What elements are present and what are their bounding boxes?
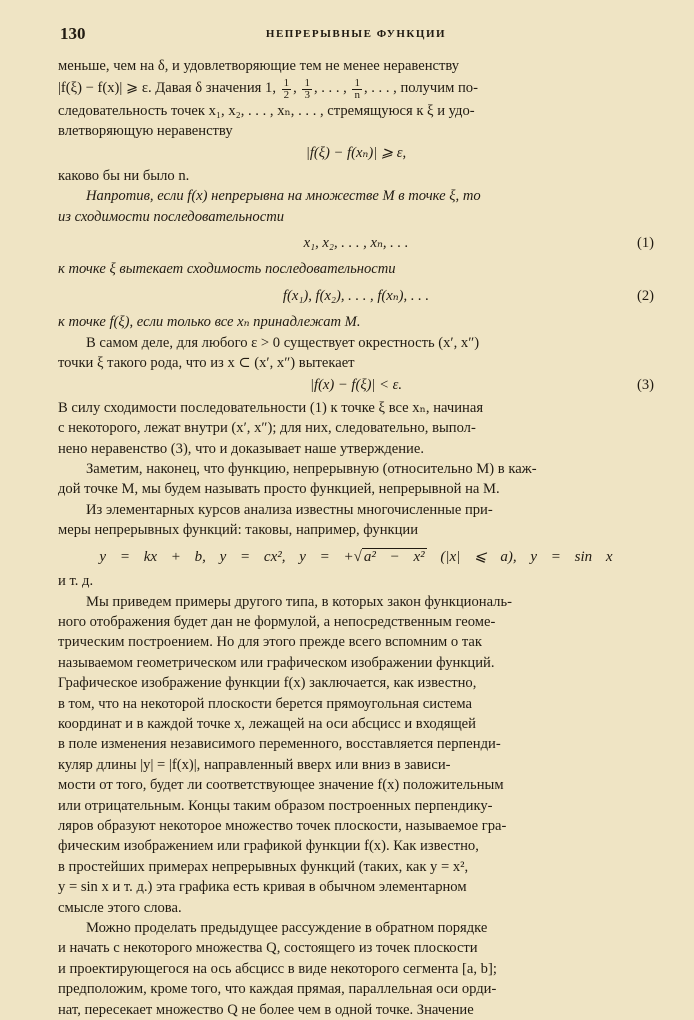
text-line: к точке ξ вытекает сходимость последовательности [58, 261, 396, 278]
text-line: координат и в каждой точке x, лежащей на оси абсцисс и входящей [58, 715, 476, 732]
text-line: смысле этого слова. [58, 899, 182, 916]
text-line: и начать с некоторого множества Q, состоящего из точек плоскости [58, 940, 478, 957]
running-header [58, 20, 654, 46]
function-examples [58, 547, 654, 567]
text-span: , . . . , [313, 80, 347, 97]
text-line: или отрицательным. Концы таким образом построенных перпендику- [58, 797, 493, 814]
text-line: и проектирующегося на ось абсцисс в виде некоторого сегмента [a, b]; [58, 960, 497, 977]
fraction: $\frac{1}{3}$ [304, 76, 310, 101]
text-line: нат, пересекает множество Q не более чем в одной точке. Значение [58, 1001, 474, 1018]
text-line: нено неравенство (3), что и доказывает наше утверждение. [58, 440, 424, 457]
text-line: |f(ξ) − f(x)| ⩾ ε. Давая δ значения 1, $\frac{1}{2}$ , $\frac{1}{3}$ , . . . , $\frac{1}{n}$ , . . . , получим по- [58, 76, 478, 101]
equation-number: (3) [636, 377, 654, 394]
text-line: точки ξ такого рода, что из x ⊂ (x′, x″) вытекает [58, 355, 355, 372]
text-line: Заметим, наконец, что функцию, непрерывную (относительно M) в каж- [86, 461, 537, 478]
page-number: 130 [60, 24, 86, 43]
equation-number: (1) [636, 235, 654, 251]
text-line: меньше, чем на δ, и удовлетворяющие тем не менее неравенству [58, 58, 460, 74]
text-line: в поле изменения независимого переменного, восставляется перпенди- [58, 736, 501, 753]
page-body [58, 56, 654, 1020]
formula: (|x| ⩽ a), [440, 548, 517, 565]
equation-number: (2) [636, 287, 654, 304]
display-formula: |f(x) − f(ξ)| < ε. (3) [58, 375, 654, 395]
text-line: в простейших примерах непрерывных функций (таких, как y = x², [58, 858, 469, 875]
formula: y = sin x [530, 548, 613, 565]
text-line: Мы приведем примеры другого типа, в которых закон функциональ- [86, 593, 512, 610]
formula: y = +√ a² − x² [299, 548, 425, 565]
text-line: трическим построением. Но для этого прежде всего вспомним о так [58, 634, 482, 651]
text-line: влетворяющую неравенству [58, 122, 233, 139]
text-line: В силу сходимости последовательности (1) к точке ξ все xₙ, начиная [58, 399, 484, 416]
text-span: , . . . , получим по- [363, 80, 478, 97]
text-line: Можно проделать предыдущее рассуждение в обратном порядке [86, 920, 488, 936]
text-line: Из элементарных курсов анализа известны многочисленные при- [86, 501, 493, 518]
fraction: $\frac{1}{n}$ [354, 76, 360, 101]
display-formula: f(x₁), f(x₂), . . . , f(xₙ), . . . (2) [58, 286, 654, 306]
text-line: фическим изображением или графикой функции f(x). Как известно, [58, 838, 479, 855]
text-line: следовательность точек x₁, x₂, . . . , xₙ, . . . , стремящуюся к ξ и удо- [58, 102, 475, 119]
text-line: с некоторого, лежат внутри (x′, x″); для них, следовательно, выпол- [58, 420, 476, 437]
text-line: мости от того, будет ли соответствующее значение f(x) положительным [58, 777, 504, 794]
text-line: в том, что на некоторой плоскости берется прямоугольная система [58, 695, 473, 712]
text-line: ного отображения будет дан не формулой, а непосредственным геоме- [58, 613, 496, 630]
text-line: к точке f(ξ), если только все xₙ принадлежат M. [58, 314, 361, 331]
text-line: y = sin x и т. д.) эта графика есть кривая в обычном элементарном [58, 879, 467, 896]
text-line: меры непрерывных функций: таковы, например, функции [58, 522, 419, 539]
text-line: Графическое изображение функции f(x) заключается, как известно, [58, 675, 477, 692]
text-line: Напротив, если f(x) непрерывна на множестве M в точке ξ, то [86, 188, 481, 205]
formula: y = kx + b, [99, 548, 206, 565]
text-line: дой точке M, мы будем называть просто функцией, непрерывной на M. [58, 481, 500, 498]
text-line: предположим, кроме того, что каждая прямая, параллельная оси орди- [58, 981, 497, 998]
fraction: $\frac{1}{2}$ [283, 76, 290, 101]
text-line: из сходимости последовательности [58, 208, 285, 225]
text-line: В самом деле, для любого ε > 0 существует окрестность (x′, x″) [86, 334, 480, 351]
display-formula: |f(ξ) − f(xₙ)| ⩾ ε, [305, 145, 407, 162]
running-title: НЕПРЕРЫВНЫЕ ФУНКЦИИ [265, 28, 447, 40]
text-line: ляров образуют некоторое множество точек плоскости, называемое гра- [58, 817, 507, 834]
display-formula: x₁, x₂, . . . , xₙ, . . . (1) [58, 233, 654, 253]
text-line: называемом геометрическом или графическом изображении функций. [58, 654, 495, 671]
text-line: каково бы ни было n. [58, 167, 190, 184]
formula: y = cx², [219, 548, 286, 565]
text-span: |f(ξ) − f(x)| ⩾ ε. Давая δ значения 1, [58, 80, 276, 97]
text-line: куляр длины |y| = |f(x)|, направленный вверх или вниз в зависи- [58, 756, 451, 773]
text-line: и т. д. [58, 573, 94, 590]
